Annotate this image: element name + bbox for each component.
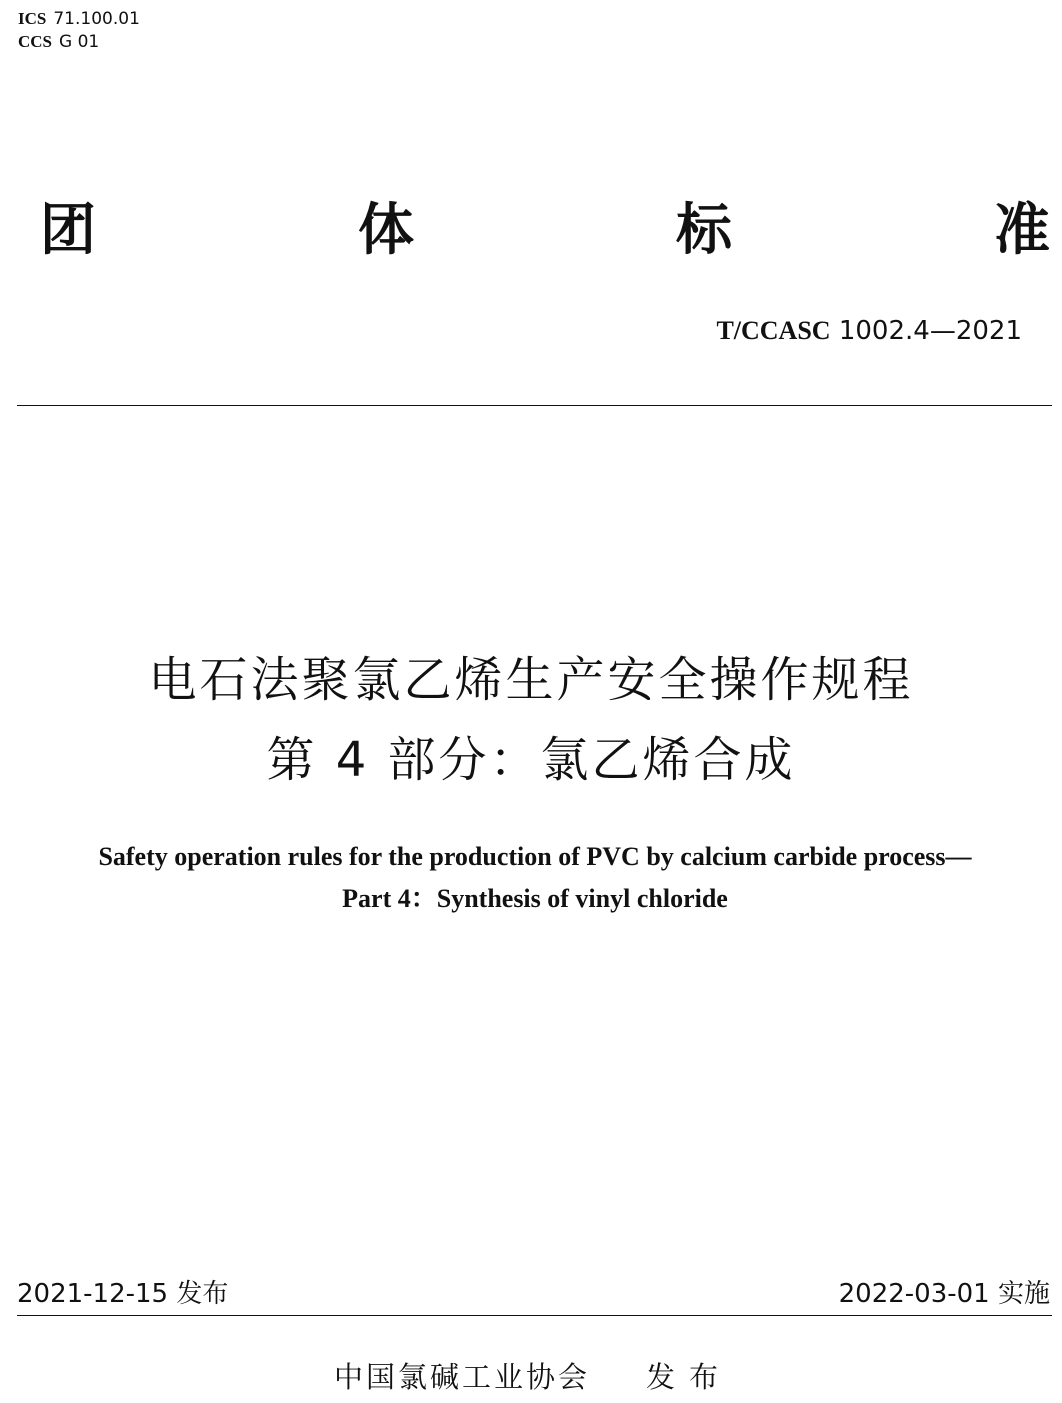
standard-type-char: 团 xyxy=(40,198,96,263)
standard-type-char: 体 xyxy=(358,198,414,263)
ccs-label: CCS xyxy=(18,32,53,51)
standard-number-value: 1002.4—2021 xyxy=(838,316,1022,346)
standard-type-char: 标 xyxy=(676,198,732,263)
standard-type-char: 准 xyxy=(994,198,1050,263)
standard-type-heading xyxy=(40,196,1050,266)
issue-date: 2021-12-15 发布 xyxy=(17,1279,229,1309)
top-divider xyxy=(17,405,1052,406)
ics-label: ICS xyxy=(18,9,47,28)
issuer xyxy=(334,1357,732,1397)
ccs-value: G 01 xyxy=(59,32,100,52)
standard-number xyxy=(716,314,1022,348)
title-cn-line1: 电石法聚氯乙烯生产安全操作规程 xyxy=(148,652,914,708)
title-cn-line2: 第 4 部分：氯乙烯合成 xyxy=(266,732,796,788)
issuer-organization: 中国氯碱工业协会 xyxy=(334,1360,591,1394)
ics-value: 71.100.01 xyxy=(53,9,140,29)
ccs-code xyxy=(18,31,99,53)
standard-number-prefix: T/CCASC xyxy=(716,316,831,345)
issuer-action: 发布 xyxy=(646,1360,733,1394)
implementation-date: 2022-03-01 实施 xyxy=(838,1279,1050,1309)
title-en-line1: Safety operation rules for the production of PVC by calcium carbide process— xyxy=(98,842,972,871)
title-en-line2: Part 4：Synthesis of vinyl chloride xyxy=(342,884,728,913)
bottom-divider xyxy=(17,1315,1052,1316)
ics-code xyxy=(18,8,140,30)
